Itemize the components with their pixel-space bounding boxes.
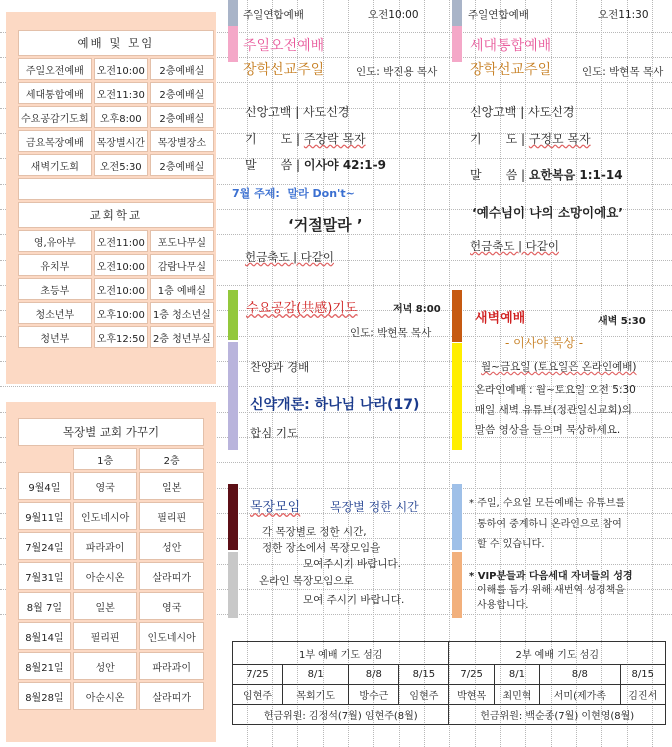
service2-sermon: ‘예수님이 나의 소망이에요’ xyxy=(472,205,624,220)
table-row: 8월 7일 일본 영국 xyxy=(18,592,204,620)
service2-bar-top xyxy=(452,0,462,26)
table-row: 9월11일 인도네시아 필리핀 xyxy=(18,502,204,530)
service1-name: 주일오전예배 xyxy=(243,38,325,54)
table-row: 7월31일 아순시온 살라띠가 xyxy=(18,562,204,590)
service2-time: 오전11:30 xyxy=(598,9,649,21)
usher-1: 헌금위원: 김정석(7월) 임현주(8월) xyxy=(233,705,449,725)
worship-title: 예배 및 모임 xyxy=(18,30,214,56)
service2-leader: 인도: 박현목 목사 xyxy=(582,66,664,78)
dawn-note: 월~금요일 (토요일은 온라인예배) xyxy=(481,361,637,373)
service1-bar-mid xyxy=(228,26,238,62)
service2-line-confession: 신앙고백 | 사도신경 xyxy=(470,105,575,119)
table-row: 주일오전예배 오전10:00 2층예배실 xyxy=(18,58,214,80)
service2-line-scripture: 말 씀 | 요한복음 1:1-14 xyxy=(470,168,623,182)
table-row: 청년부 오후12:50 2층 청년부실 xyxy=(18,326,214,348)
service1-offering: 헌금축도 | 다같이 xyxy=(245,250,334,264)
prayer-table xyxy=(232,641,666,725)
cleaning-panel xyxy=(6,402,216,742)
table-row: 초등부 오전10:00 1층 예배실 xyxy=(18,278,214,300)
wednesday-title: 수요공감(共感)기도 xyxy=(246,301,358,316)
mokjang-body-3: 모여주시기 바랍니다. xyxy=(303,558,401,570)
prayer-title-2: 2부 예배 기도 섬김 xyxy=(449,642,666,665)
prayer-title-1: 1부 예배 기도 섬김 xyxy=(233,642,449,665)
prayer-dates-row: 7/25 8/1 8/8 8/15 7/25 8/1 8/8 8/15 xyxy=(233,665,666,685)
spacer-cell xyxy=(18,178,214,200)
table-row: 새벽기도회 오전5:30 2층예배실 xyxy=(18,154,214,176)
service1-line-confession: 신앙고백 | 사도신경 xyxy=(245,105,350,119)
notice-1-line-2: 통하여 중계하니 온라인으로 참여 xyxy=(477,519,622,530)
service1-sermon: ‘거절말라 ’ xyxy=(288,216,363,234)
service1-subname: 장학선교주일 xyxy=(243,62,325,78)
service2-line-prayer: 기 도 | 구정모 목자 xyxy=(470,132,591,146)
dawn-title: 새벽예배 xyxy=(475,311,526,326)
service1-line-prayer: 기 도 | 주장락 목자 xyxy=(245,132,366,146)
wednesday-bar-bottom xyxy=(228,342,238,450)
notice-1-line-1: * 주일, 수요일 모든예배는 유튜브를 xyxy=(469,498,626,509)
notice-2-line-1: * VIP분들과 다음세대 자녀들의 성경 xyxy=(469,571,633,582)
wednesday-prayer: 합심 기도 xyxy=(250,426,299,440)
school-title: 교회학교 xyxy=(18,202,214,228)
schedule-panel xyxy=(6,12,216,384)
table-row: 유치부 오전10:00 감람나무실 xyxy=(18,254,214,276)
service2-subname: 장학선교주일 xyxy=(470,62,552,78)
table-row: 영,유아부 오전11:00 포도나무실 xyxy=(18,230,214,252)
notice-bar-bottom xyxy=(452,552,462,618)
mokjang-bar-bottom xyxy=(228,552,238,618)
wednesday-time: 저녁 8:00 xyxy=(393,304,441,315)
mokjang-title: 목장모임 xyxy=(250,500,301,515)
notice-2-line-2: 이해를 돕기 위해 새번역 성경책을 xyxy=(477,585,625,596)
service1-leader: 인도: 박진용 목사 xyxy=(356,66,438,78)
prayer-names-row: 임현주 목회기도 방수근 임현주 박현목 최민혁 서미(제가족 김진서 xyxy=(233,685,666,705)
service1-bar-top xyxy=(228,0,238,26)
mokjang-body-5: 모여 주시기 바랍니다. xyxy=(303,594,405,606)
table-row: 8월21일 성안 파라과이 xyxy=(18,652,204,680)
mokjang-body-4: 온라인 목장모임으로 xyxy=(259,575,354,587)
mokjang-bar-top xyxy=(228,484,238,550)
usher-2: 헌금위원: 백순종(7월) 이현영(8월) xyxy=(449,705,666,725)
wednesday-leader: 인도: 박현목 목사 xyxy=(350,327,432,339)
service1-line-scripture: 말 씀 | 이사야 42:1-9 xyxy=(245,158,386,172)
mokjang-body-1: 각 목장별로 정한 시간, xyxy=(262,526,367,538)
service1-theme: 7월 주제: 말라 Don't~ xyxy=(232,187,355,200)
table-row: 금요목장예배 목장별시간 목장별장소 xyxy=(18,130,214,152)
dawn-bar-bottom xyxy=(452,343,462,450)
dawn-time: 새벽 5:30 xyxy=(598,316,646,327)
notice-1-line-3: 할 수 있습니다. xyxy=(477,539,545,550)
mokjang-subtitle: 목장별 정한 시간 xyxy=(330,500,419,514)
table-row: 7월24일 파라과이 성안 xyxy=(18,532,204,560)
table-row: 8월28일 아순시온 살라띠가 xyxy=(18,682,204,710)
dawn-sub: - 이사야 묵상 - xyxy=(505,336,584,350)
table-row: 8월14일 필리핀 인도네시아 xyxy=(18,622,204,650)
worship-table xyxy=(16,28,216,350)
service2-bar-mid xyxy=(452,26,462,62)
service2-header: 주일연합예배 xyxy=(468,9,529,21)
notice-2-line-3: 사용합니다. xyxy=(477,600,529,611)
dawn-body-3: 말씀 영상을 들으며 묵상하세요. xyxy=(475,424,621,436)
table-row: 9월4일 영국 일본 xyxy=(18,472,204,500)
wednesday-praise: 찬양과 경배 xyxy=(250,360,310,374)
service2-offering: 헌금축도 | 다같이 xyxy=(470,239,559,253)
dawn-body-2: 매일 새벽 유튜브(정관일신교회)의 xyxy=(475,404,632,416)
table-row: 세대통합예배 오전11:30 2층예배실 xyxy=(18,82,214,104)
service1-time: 오전10:00 xyxy=(368,9,419,21)
table-row: 수요공감기도회 오후8:00 2층예배실 xyxy=(18,106,214,128)
cleaning-title: 목장별 교회 가꾸기 xyxy=(18,418,204,446)
mokjang-body-2: 정한 장소에서 목장모임을 xyxy=(262,542,381,554)
wednesday-topic: 신약개론: 하나님 나라(17) xyxy=(250,397,420,413)
dawn-body-1: 온라인예배 : 월~토요일 오전 5:30 xyxy=(475,384,636,396)
wednesday-bar-top xyxy=(228,290,238,340)
service1-header: 주일연합예배 xyxy=(243,9,304,21)
notice-bar-top xyxy=(452,484,462,550)
table-row: 청소년부 오후10:00 1층 청소년실 xyxy=(18,302,214,324)
dawn-bar-top xyxy=(452,290,462,342)
service2-name: 세대통합예배 xyxy=(470,38,552,54)
cleaning-table: 목장별 교회 가꾸기 1층 2층 9월4일 영국 일본 9월11일 인도네시아 필리핀 7월24일 파라과이 성안 7월31일 아순시온 살라띠가 8월 7일 일본 영국 8월14일 필리핀 인도네시아 8월21일 성안 파라과이 8월28일 아순시온 살라띠가 xyxy=(16,416,206,712)
